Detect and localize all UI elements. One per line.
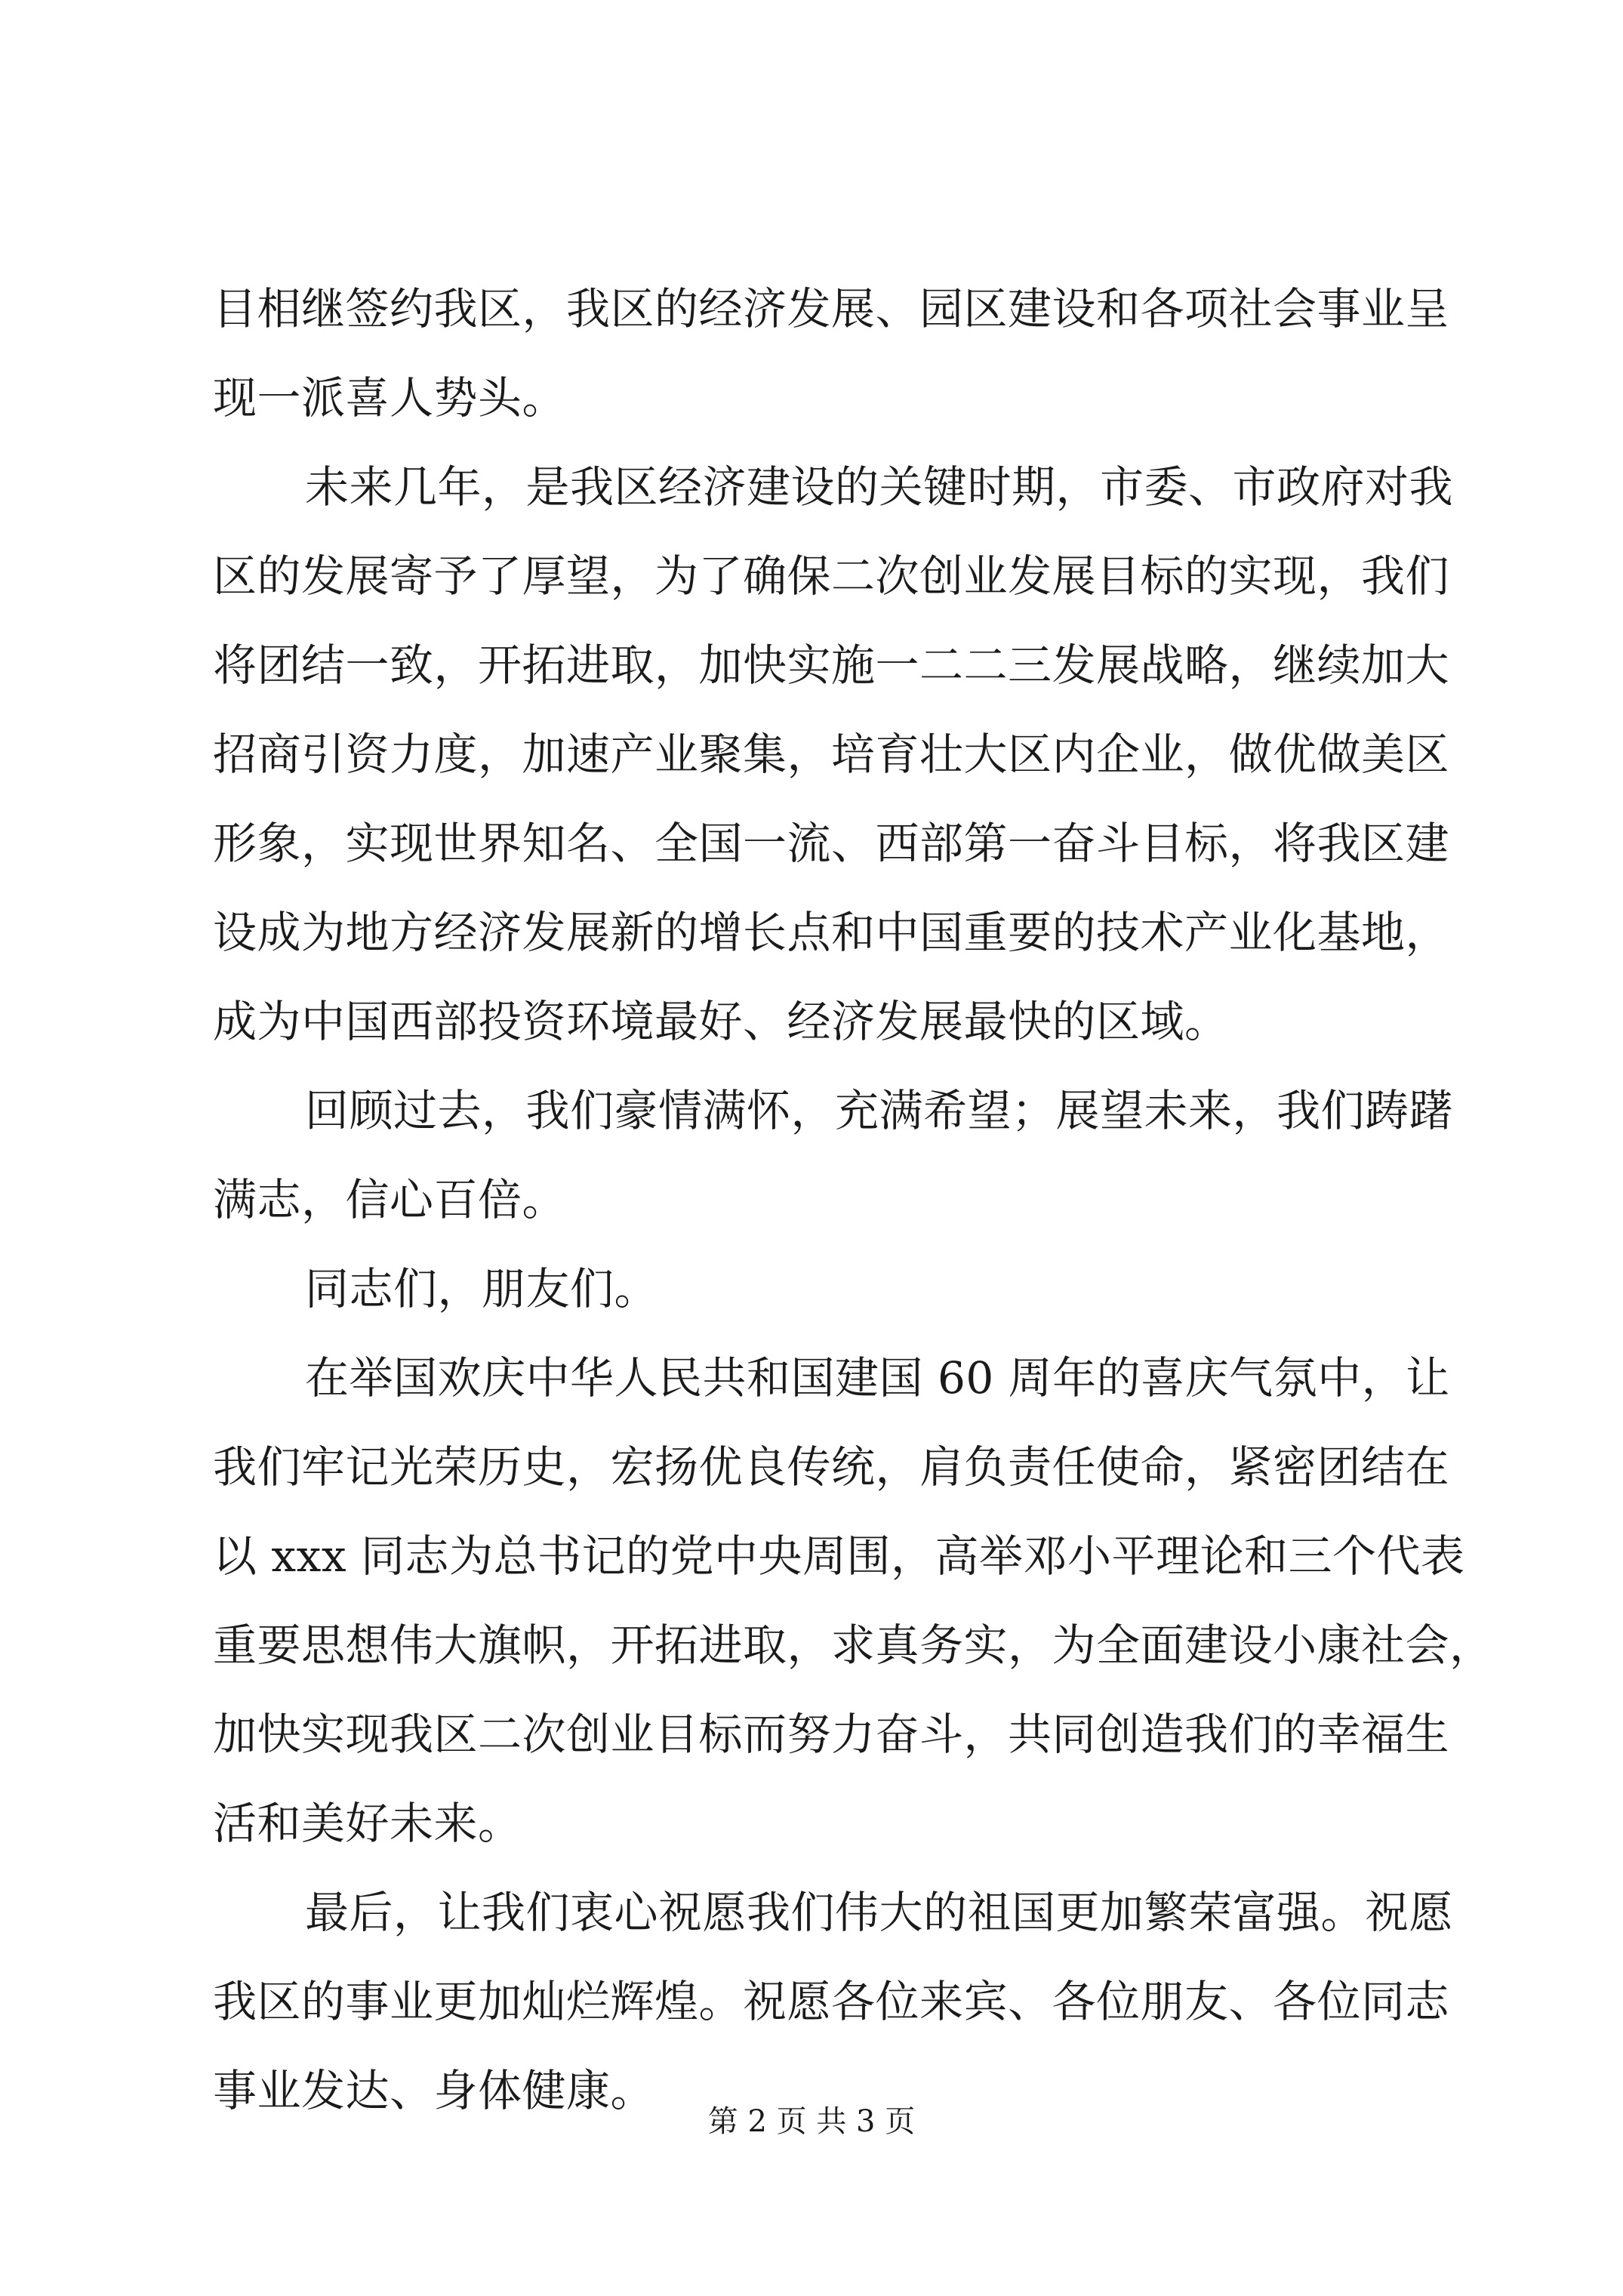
- text-line: 活和美好未来。: [213, 1798, 522, 1849]
- text-line: 同志们，朋友们。: [305, 1263, 659, 1314]
- text-line: 最后，让我们衷心祝愿我们伟大的祖国更加繁荣富强。祝愿: [305, 1887, 1454, 1938]
- text-line: 加快实现我区二次创业目标而努力奋斗，共同创造我们的幸福生: [213, 1709, 1450, 1760]
- text-line: 我们牢记光荣历史，宏扬优良传统，肩负责任使命，紧密团结在: [213, 1441, 1450, 1493]
- text-line: 成为中国西部投资环境最好、经济发展最快的区域。: [213, 996, 1229, 1047]
- text-line: 目相继签约我区，我区的经济发展、园区建设和各项社会事业呈: [213, 283, 1450, 334]
- text-line: 我区的事业更加灿烂辉煌。祝愿各位来宾、各位朋友、各位同志: [213, 1976, 1450, 2027]
- text-line: 区的发展寄予了厚望，为了确保二次创业发展目标的实现，我们: [213, 550, 1450, 602]
- text-line: 重要思想伟大旗帜，开拓进取，求真务实，为全面建设小康社会，: [213, 1620, 1494, 1671]
- text-line: 设成为地方经济发展新的增长点和中国重要的技术产业化基地，: [213, 907, 1450, 958]
- text-line: 未来几年，是我区经济建设的关键时期，市委、市政府对我: [305, 461, 1454, 513]
- text-line: 现一派喜人势头。: [213, 372, 567, 424]
- text-line: 在举国欢庆中华人民共和国建国 60 周年的喜庆气氛中，让: [305, 1352, 1450, 1404]
- body-text: [213, 264, 1494, 2135]
- text-line: 将团结一致，开拓进取，加快实施一二二三发展战略，继续加大: [213, 639, 1450, 691]
- text-line: 事业发达、身体健康。: [213, 2065, 655, 2116]
- text-line: 形象，实现世界知名、全国一流、西部第一奋斗目标，将我区建: [213, 818, 1450, 869]
- text-line: 满志，信心百倍。: [213, 1174, 567, 1225]
- text-line: 以 xxx 同志为总书记的党中央周围，高举邓小平理论和三个代表: [213, 1530, 1465, 1582]
- page-number-footer: 第 2 页 共 3 页: [707, 2104, 916, 2139]
- text-line: 回顾过去，我们豪情满怀，充满希望；展望未来，我们踌躇: [305, 1085, 1454, 1136]
- text-line: 招商引资力度，加速产业聚集，培育壮大区内企业，做优做美区: [213, 729, 1450, 780]
